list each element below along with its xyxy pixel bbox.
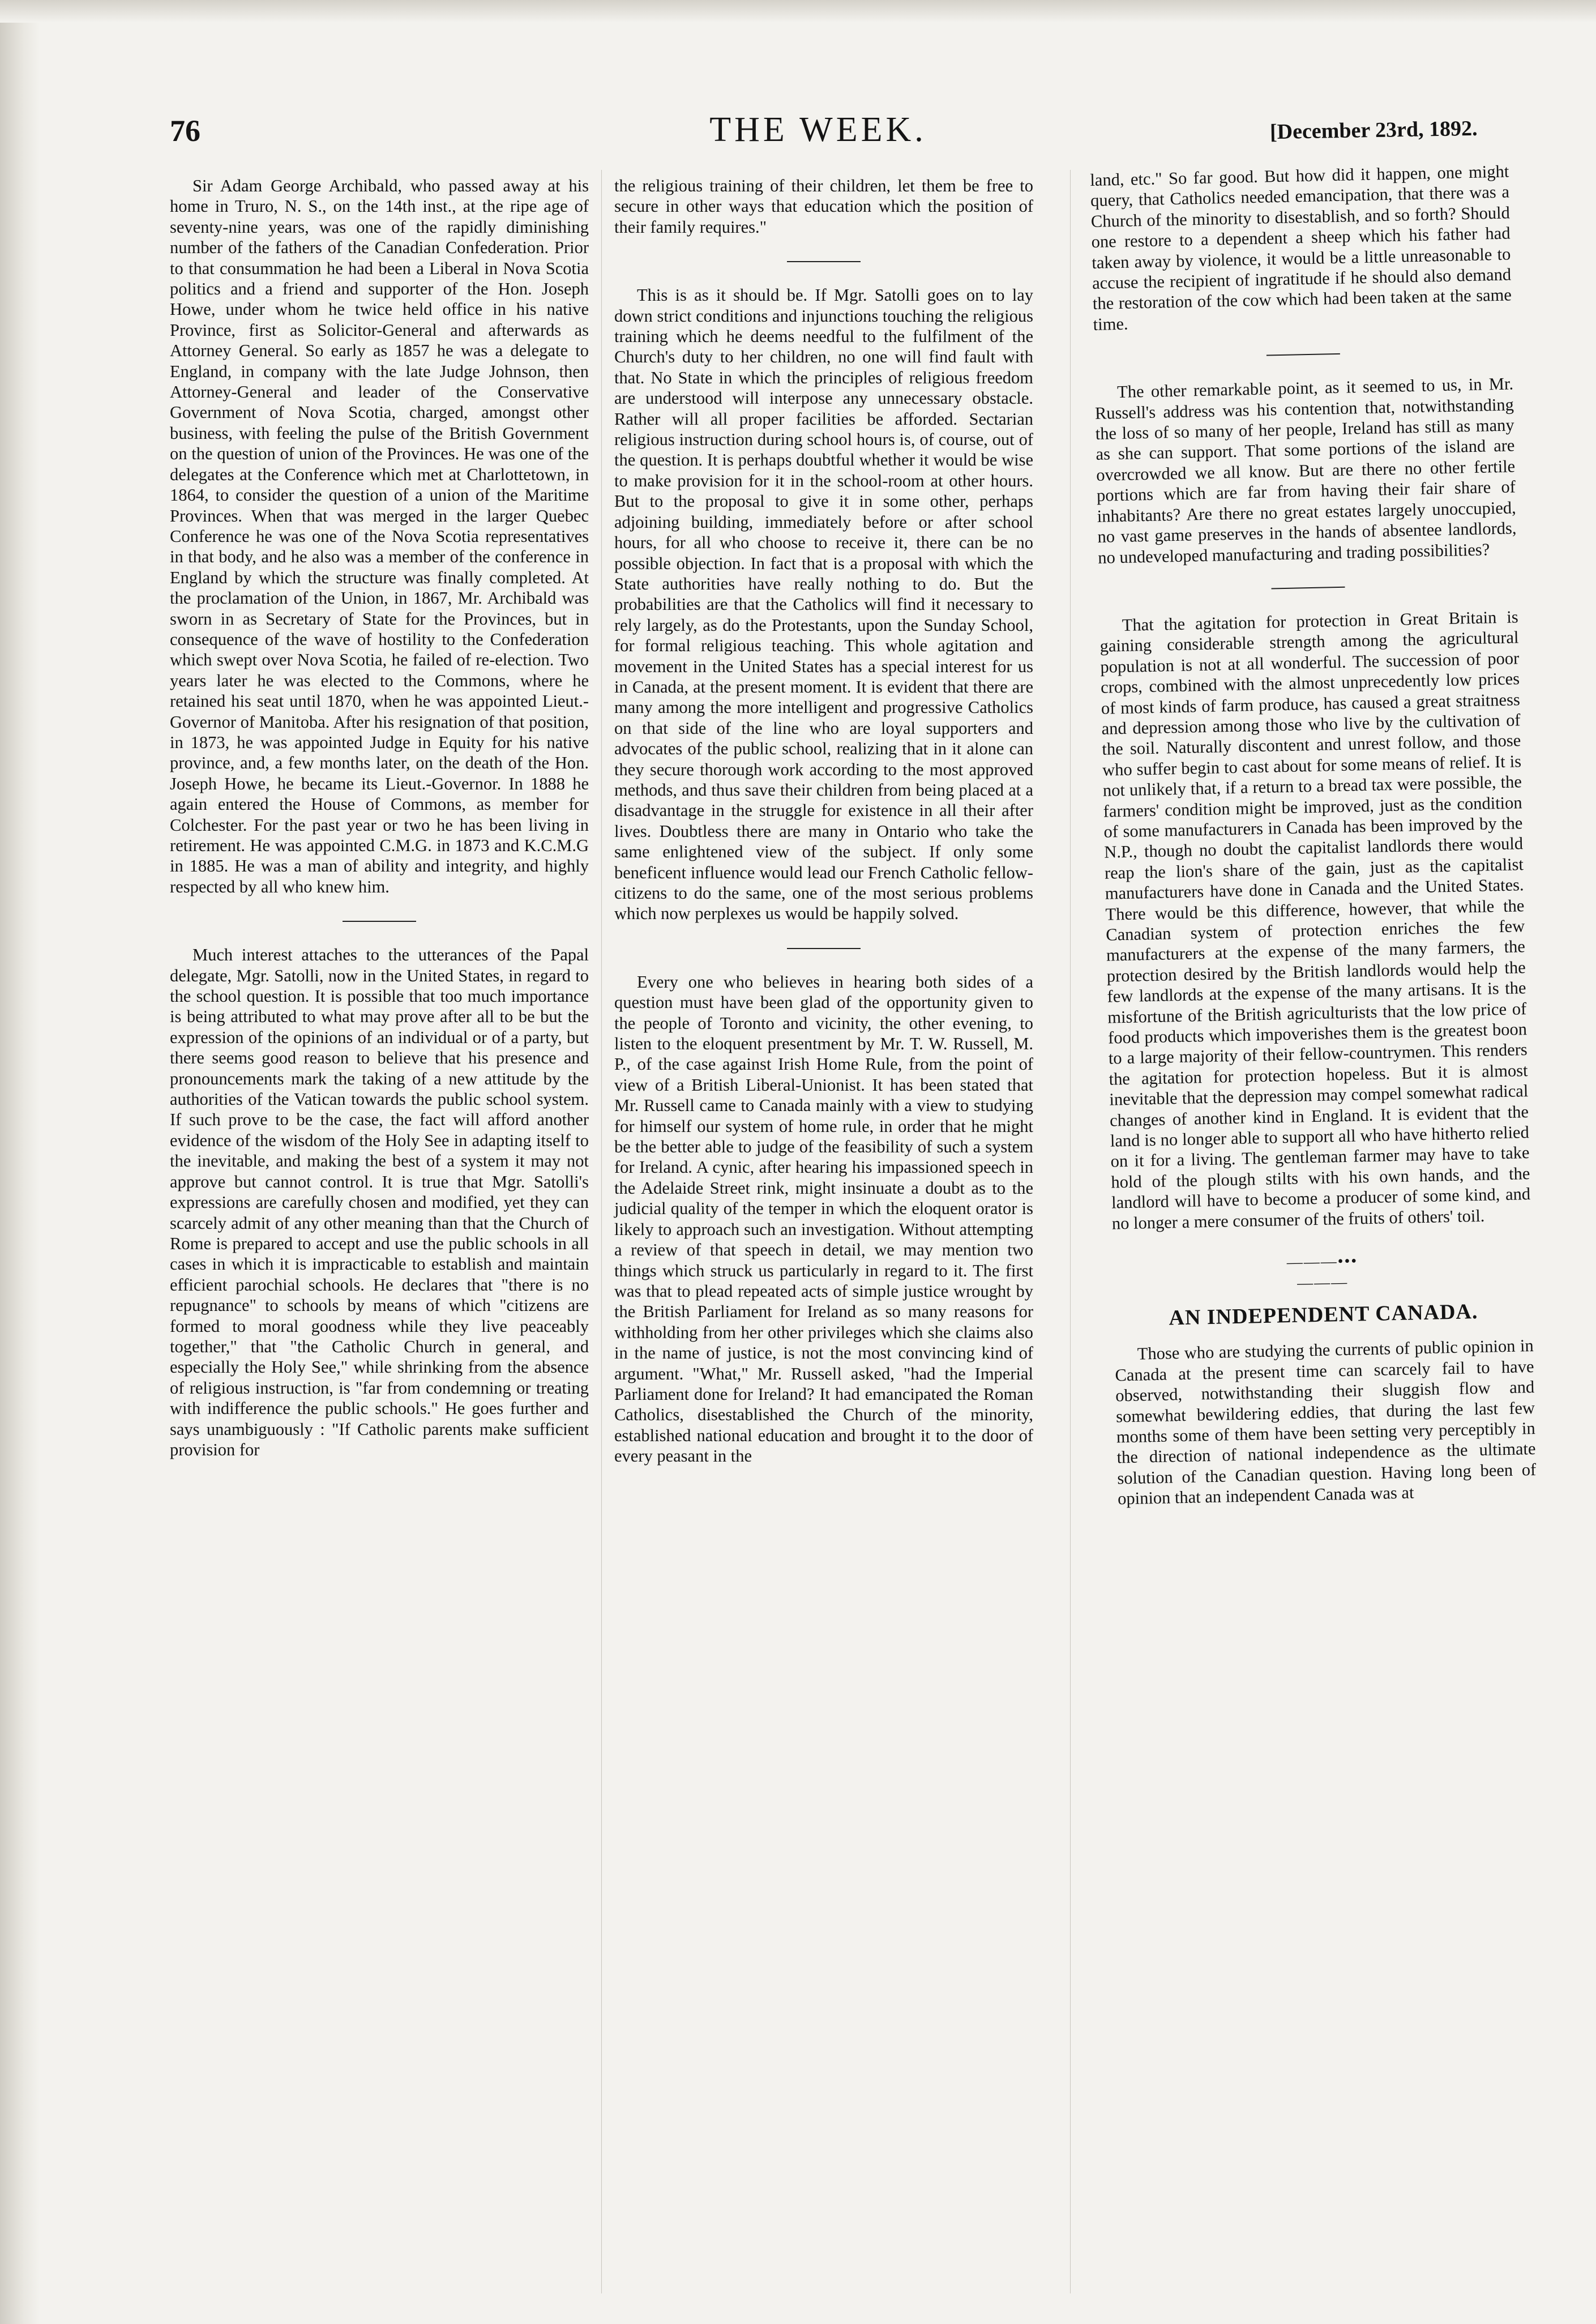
paragraph-continuation: the religious training of their children, let them be free to secure in other ways that education which the position of their family requires." bbox=[614, 176, 1033, 237]
ornamental-divider: ———•••——— bbox=[1286, 1252, 1358, 1292]
column-2 bbox=[614, 176, 1033, 1467]
paragraph-archibald-obituary: Sir Adam George Archibald, who passed away at his home in Truro, N. S., on the 14th inst., at the ripe age of seventy-nine years, was one of the rapidly diminishing number of the fathers of the Canadian Confederation. Prior to that consummation he had been a Liberal in Nova Scotia politics and a friend and supporter of the Hon. Joseph Howe, under whom he twice held office in his native Province, first as Solicitor-General and afterwards as Attorney General. So early as 1857 he was a delegate to England, in company with the late Judge Johnson, then Attorney-General and leader of the Conservative Government of Nova Scotia, charged, amongst other business, with feeling the pulse of the British Government on the question of union of the Provinces. He was one of the delegates at the Conference which met at Charlottetown, in 1864, to consider the question of a union of the Maritime Provinces. When that was merged in the larger Quebec Conference he was one of the Nova Scotia representatives in that body, and he also was a member of the conference in England by which the structure was finally completed. At the proclamation of the Union, in 1867, Mr. Archibald was sworn in as Secretary of State for the Provinces, but in consequence of the wave of hostility to the Confederation which swept over Nova Scotia, he failed of re-election. Two years later he was elected to the Commons, where he retained his seat until 1870, when he was appointed Lieut.-Governor of Manitoba. After his resignation of that position, in 1873, he was appointed Judge in Equity for his native province, and, a few months later, on the death of the Hon. Joseph Howe, he became its Lieut.-Governor. In 1888 he again entered the House of Commons, as member for Colchester. For the past year or two he has been living in retirement. He was appointed C.M.G. in 1873 and K.C.M.G in 1885. He was a man of ability and integrity, and highly respected by all who knew him. bbox=[170, 176, 589, 896]
paragraph-satolli-school-question: Much interest attaches to the utterances of the Papal delegate, Mgr. Satolli, now in the United States, in regard to the school question. It is possible that too much importance is being attributed to what may prove after all to be but the expression of the opinions of an individual or of a party, but there seems good reason to believe that his presence and pronouncements mark the taking of a new attitude by the authorities of the Vatican towards the public school system. If such prove to be the case, the fact will afford another evidence of the wisdom of the Holy See in adapting itself to the inevitable, and making the best of a system it may not approve but cannot control. It is true that Mgr. Satolli's expressions are carefully chosen and modified, yet they can scarcely admit of any other meaning than that the Church of Rome is prepared to accept and use the public schools in all cases in which it is impracticable to establish and maintain efficient parochial schools. He declares that "there is no repugnance" to schools by means of which "citizens are formed to moral goodness while they live peaceably together," that "the Catholic Church in general, and especially the Holy See," while shrinking from the absence of religious instruction, is "far from condemning or treating with indifference the public schools." He goes further and says unambiguously : "If Catholic parents make sufficient provision for bbox=[170, 945, 589, 1459]
column-1 bbox=[170, 176, 589, 1460]
page-top-shadow bbox=[0, 0, 1596, 23]
paragraph-continuation: land, etc." So far good. But how did it happen, one might query, that Catholics needed emancipation, that there was a Church of the minority to disestablish, and so forth? Should one restore to a dependent a sheep which his father had taken away by violence, it would be a little unreasonable to accuse the recipient of ingratitude if he should also demand the restoration of the cow which had been taken at the same time. bbox=[1090, 161, 1512, 334]
section-title: AN INDEPENDENT CANADA. bbox=[1169, 1300, 1478, 1330]
page-header bbox=[159, 108, 1478, 170]
publication-title: THE WEEK. bbox=[709, 110, 927, 149]
section-divider bbox=[1272, 587, 1345, 589]
column-gutter bbox=[1070, 170, 1071, 2293]
paragraph-religious-instruction: This is as it should be. If Mgr. Satolli goes on to lay down strict conditions and injunctions touching the religious training which he deems needful to the fulfilment of the Church's duty to her children, no one will find fault with that. No State in which the principles of religious freedom are understood will interpose any unnecessary obstacle. Rather will all proper facilities be afforded. Sectarian religious instruction during school hours is, of course, out of the question. It is perhaps doubtful whether it would be wise to make provision for it in the school-room at other hours. But to the proposal to give it in some other, perhaps adjoining building, immediately before or after school hours, for all who choose to receive it, there can be no possible objection. In fact that is a proposal with which the State authorities have really nothing to do. But the probabilities are that the Catholics will find it necessary to rely largely, as do the Protestants, upon the Sunday School, for formal religious teaching. This whole agitation and movement in the United States has a special interest for us in Canada, at the present moment. It is evident that there are many among the more intelligent and progressive Catholics on that side of the line who are loyal supporters and advocates of the public school, realizing that in it alone can they secure thorough work according to the most approved methods, and thus save their children from being placed at a disadvantage in the struggle for existence in all their after lives. Doubtless there are many in Ontario who take the same enlightened view of the subject. If only some beneficent influence would lead our French Catholic fellow-citizens to do the same, one of the most serious problems which now perplexes us would be happily solved. bbox=[614, 285, 1033, 924]
column-gutter bbox=[601, 170, 602, 2293]
section-divider bbox=[787, 948, 861, 949]
section-divider bbox=[1266, 353, 1340, 356]
paragraph-ireland-population: The other remarkable point, as it seemed to us, in Mr. Russell's address was his contention that, notwithstanding the loss of so many of her people, Ireland has still as many as she can support. That some portions of the island are overcrowded we all know. But are there no other fertile portions which are far from having their fair share of inhabitants? Are there no great estates largely unoccupied, no vast game preserves in the hands of absentee landlords, no undeveloped manufacturing and trading possibilities? bbox=[1094, 374, 1517, 567]
paragraph-protection-agitation: That the agitation for protection in Great Britain is gaining considerable strength among the agricultural population is not at all wonderful. The succession of poor crops, combined with the almost unprecedently low prices of most kinds of farm produce, has caused a great straitness and depression among those who live by the cultivation of the soil. Naturally discontent and unrest follow, and those who suffer begin to cast about for some means of relief. It is not unlikely that, if a return to a bread tax were possible, the farmers' condition might be improved, just as the condition of some manufacturers in Canada has been improved by the N.P., though no doubt the capitalist landlords there would reap the lion's share of the gain, just as the capitalist manufacturers have done in Canada and the United States. There would be this difference, however, that while the Canadian system of protection enriches the few manufacturers at the expense of the many farmers, the protection desired by the British landlords would help the few landlords at the expense of the many artisans. It is the misfortune of the British agriculturists that the low price of food products which impoverishes them is the greatest boon to a large majority of their fellow-countrymen. This renders the agitation for protection hopeless. But it is almost inevitable that the depression may compel somewhat radical changes of another kind in England. It is evident that the land is no longer able to support all who have hitherto relied on it for a living. The gentleman farmer may have to take hold of the plough stilts with his own hands, and the landlord will have to become a producer of some kind, and no longer a mere consumer of the fruits of others' toil. bbox=[1099, 607, 1531, 1233]
issue-date: [December 23rd, 1892. bbox=[1270, 116, 1478, 144]
column-3 bbox=[1090, 161, 1537, 1510]
page-edge-shadow bbox=[0, 0, 40, 2324]
paragraph-russell-home-rule: Every one who believes in hearing both sides of a question must have been glad of the opportunity given to the people of Toronto and vicinity, the other evening, to listen to the eloquent presentment by Mr. T. W. Russell, M. P., of the case against Irish Home Rule, from the point of view of a British Liberal-Unionist. It has been stated that Mr. Russell came to Canada mainly with a view to studying for himself our system of home rule, in order that he might be the better able to judge of the feasibility of such a system for Ireland. A cynic, after hearing his impassioned speech in the Adelaide Street rink, might insinuate a doubt as to the judicial quality of the temper in which the eloquent orator is likely to approach such an investigation. Without attempting a review of that speech in detail, we may mention two things which struck us particularly in regard to it. The first was that to plead repeated acts of simple justice wrought by the British Parliament for Ireland as so many reasons for withholding from her other privileges which she claims also in the name of justice, is not the most convincing kind of argument. "What," Mr. Russell asked, "had the Imperial Parliament done for Ireland? It had emancipated the Roman Catholics, disestablished the Church of the minority, established national education and brought it to the door of every peasant in the bbox=[614, 972, 1033, 1466]
page-number: 76 bbox=[170, 114, 200, 148]
paragraph-independent-canada: Those who are studying the currents of public opinion in Canada at the present time can scarcely fail to have observed, notwithstanding their sluggish flow and somewhat bewildering eddies, that during the last few months some of them have been setting very perceptibly in the direction of national independence as the ultimate solution of the Canadian question. Having long been of opinion that an independent Canada was at bbox=[1115, 1336, 1537, 1509]
section-divider bbox=[787, 261, 861, 262]
section-divider bbox=[343, 921, 416, 922]
